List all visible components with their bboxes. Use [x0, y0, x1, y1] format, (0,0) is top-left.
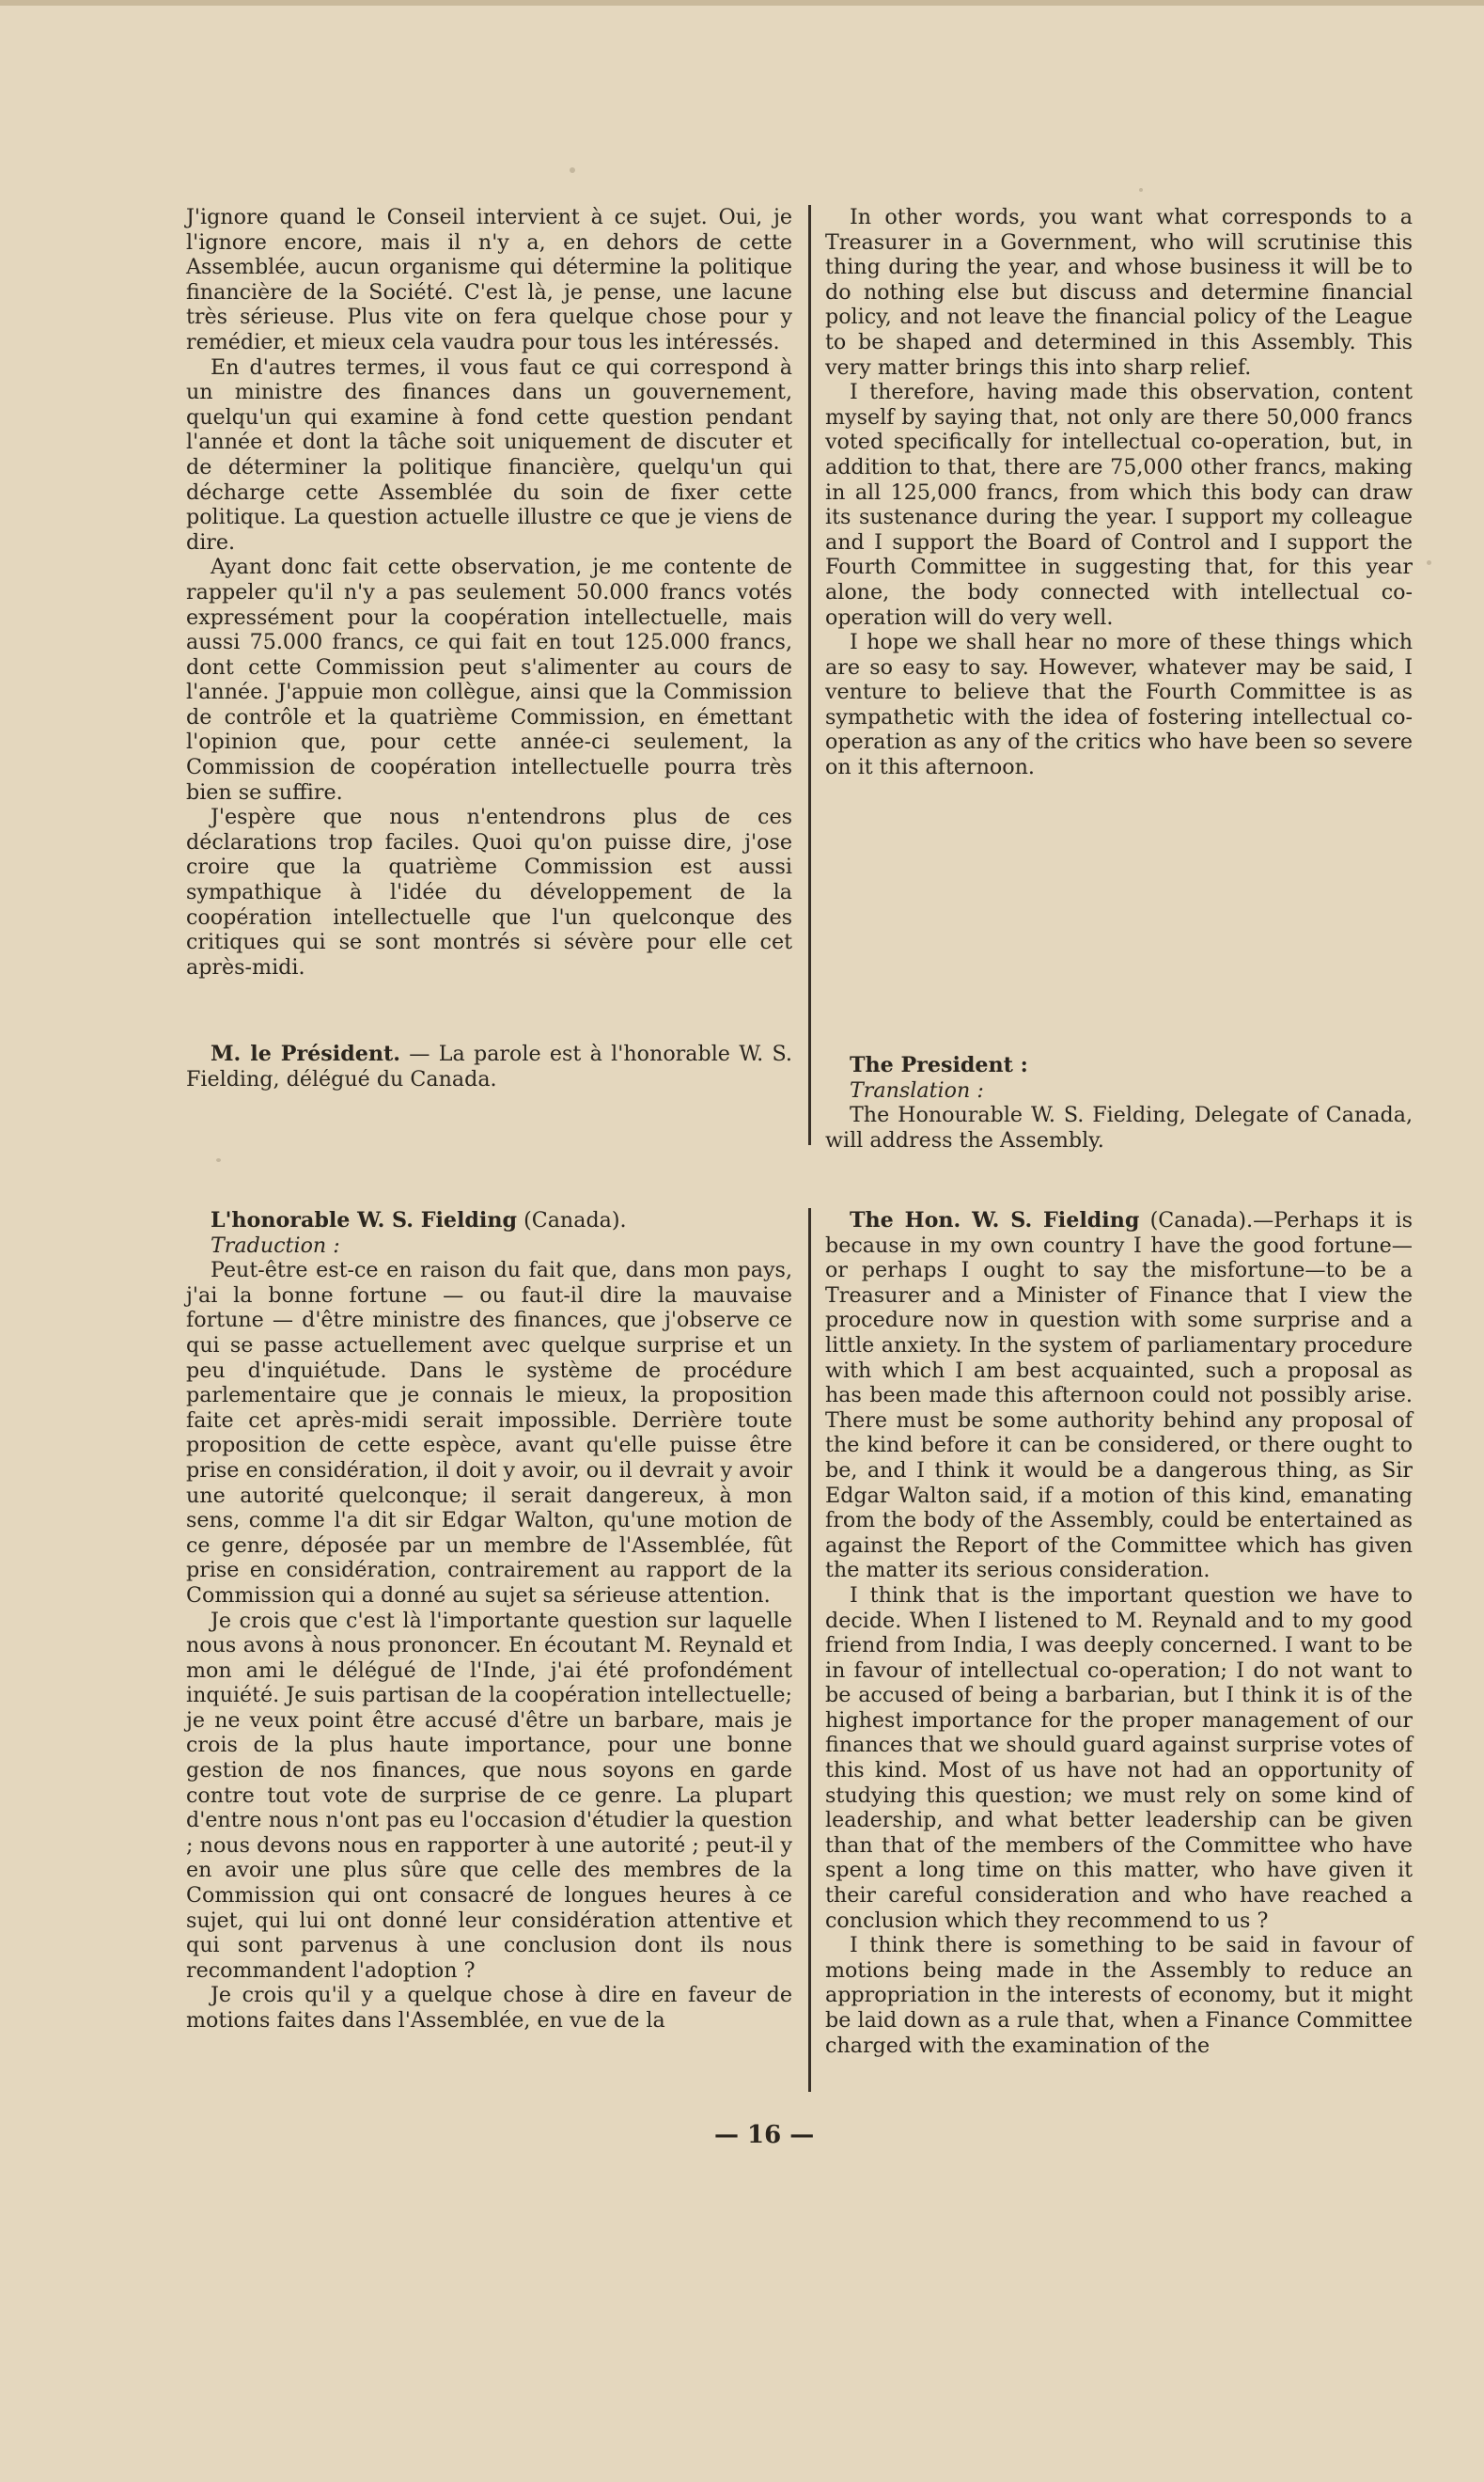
column-divider-bottom — [808, 1208, 811, 2092]
paragraph: I hope we shall hear no more of these things which are so easy to say. However, whatever may be said, I venture to believe that the Fourth Committee is as sympathetic with the idea of fostering intellectual co-operation as any of the critics who have been so severe on it this afternoon. — [825, 630, 1413, 780]
paragraph: Ayant donc fait cette observation, je me contente de rappeler qu'il n'y a pas seulement 50.000 francs votés expressément pour la coopération intellectuelle, mais aussi 75.000 francs, ce qui fait en tout 125.000 francs, dont cette Commission peut s'alimenter au cours de l'année. J'appuie mon collègue, ainsi que la Commission de contrôle et la quatrième Commission, en émettant l'opinion que, pour cette année-ci seulement, la Commission de coopération intellectuelle pourra très bien se suffire. — [186, 555, 792, 805]
president-statement — [186, 1042, 792, 1092]
paragraph: I think there is something to be said in favour of motions being made in the Assembly to reduce an appropriation in the interests of economy, but it might be laid down as a rule that, when a Finance Committee charged with the examination of the — [825, 1933, 1413, 2058]
english-section-1 — [825, 205, 1413, 780]
top-edge-rule — [0, 0, 1484, 6]
speaker-name: The Hon. W. S. Fielding — [850, 1208, 1140, 1233]
paragraph: In other words, you want what corresponds to a Treasurer in a Government, who will scrutinise this thing during the year, and whose business it will be to do nothing else but discuss and determine financial policy, and not leave the financial policy of the League to be shaped and determined in this Assembly. This very matter brings this into sharp relief. — [825, 205, 1413, 380]
paragraph: J'espère que nous n'entendrons plus de ces déclarations trop faciles. Quoi qu'on puisse dire, j'ose croire que la quatrième Commission est aussi sympathique à l'idée du développement de la coopération intellectuelle que l'un quelconque des critiques qui se sont montrés si sévère pour elle cet après-midi. — [186, 805, 792, 980]
paragraph: I therefore, having made this observation, content myself by saying that, not only are there 50,000 francs voted specifically for intellectual co-operation, but, in addition to that, there are 75,000 other francs, making in all 125,000 francs, from which this body can draw its sustenance during the year. I support my colleague and I support the Board of Control and I support the Fourth Committee in suggesting that, for this year alone, the body connected with intellectual co-operation will do very well. — [825, 380, 1413, 630]
paper-speck — [216, 1158, 221, 1162]
translation-label: Traduction : — [211, 1233, 340, 1258]
paragraph: Je crois qu'il y a quelque chose à dire en faveur de motions faites dans l'Assemblée, en vue de la — [186, 1983, 792, 2033]
speaker-country: (Canada). — [517, 1208, 627, 1233]
speaker-name: M. le Président. — [211, 1042, 400, 1066]
paragraph — [825, 1208, 1413, 1583]
paragraph: Peut-être est-ce en raison du fait que, dans mon pays, j'ai la bonne fortune — ou faut-il dire la mauvaise fortune — d'être ministre des finances, que j'observe ce qui se passe actuellement avec quelque surprise et un peu d'inquiétude. Dans le système de procédure parlementaire que je connais le mieux, la proposition faite cet après-midi serait impossible. Derrière toute proposition de cette espèce, avant qu'elle puisse être prise en considération, il doit y avoir, ou il devrait y avoir une autorité quelconque; il serait dangereux, à mon sens, comme l'a dit sir Edgar Walton, qu'une motion de ce genre, déposée par un membre de l'Assemblée, fût prise en considération, contrairement au rapport de la Commission qui a donné au sujet sa sérieuse attention. — [186, 1258, 792, 1608]
paragraph: Je crois que c'est là l'importante question sur laquelle nous avons à nous prononcer. En écoutant M. Reynald et mon ami le délégué de l'Inde, j'ai été profondément inquiété. Je suis partisan de la coopération intellectuelle; je ne veux point être accusé d'être un barbare, mais je crois de la plus haute importance, pour une bonne gestion de nos finances, que nous soyons en garde contre tout vote de surprise de ce genre. La plupart d'entre nous n'ont pas eu l'occasion d'étudier la question ; nous devons nous en rapporter à une autorité ; peut-il y en avoir une plus sûre que celle des membres de la Commission qui ont consacré de longues heures à ce sujet, qui lui ont donné leur considération attentive et qui sont parvenus à une conclusion dont ils nous recommandent l'adoption ? — [186, 1608, 792, 1983]
speaker-country: (Canada). — [1139, 1208, 1254, 1233]
paragraph: J'ignore quand le Conseil intervient à ce sujet. Oui, je l'ignore encore, mais il n'y a, en dehors de cette Assemblée, aucun organisme qui détermine la politique financière de la Société. C'est là, je pense, une lacune très sérieuse. Plus vite on fera quelque chose pour y remédier, et mieux cela vaudra pour tous les intéressés. — [186, 205, 792, 354]
speaker-heading — [186, 1208, 792, 1233]
english-section-3 — [825, 1208, 1413, 2058]
translation-label: Translation : — [850, 1077, 984, 1103]
speaker-name: L'honorable W. S. Fielding — [211, 1208, 518, 1233]
french-section-1 — [186, 205, 792, 980]
page-number: — 16 — — [714, 2121, 815, 2149]
paragraph: I think that is the important question we have to decide. When I listened to M. Reynald and to my good friend from India, I was deeply concerned. I want to be in favour of intellectual co-operation; I do not want to be accused of being a barbarian, but I think it is of the highest importance for the proper management of our finances that we should guard against surprise votes of this kind. Most of us have not had an opportunity of studying this question; we must rely on some kind of leadership, and what better leadership can be given than that of the members of the Committee who have spent a long time on this matter, who have given it their careful consideration and who have reached a conclusion which they recommend to us ? — [825, 1582, 1413, 1933]
english-section-2 — [825, 1053, 1413, 1153]
column-divider-top — [808, 205, 811, 1145]
speaker-name: The President : — [850, 1053, 1028, 1077]
paper-speck — [570, 167, 575, 173]
paper-speck — [1139, 188, 1143, 192]
statement-text: The Honourable W. S. Fielding, Delegate of Canada, will address the Assembly. — [825, 1103, 1413, 1153]
paper-speck — [1427, 560, 1431, 565]
paragraph: En d'autres termes, il vous faut ce qui correspond à un ministre des finances dans un gouvernement, quelqu'un qui examine à fond cette question pendant l'année et dont la tâche soit uniquement de discuter et de déterminer la politique financière, quelqu'un qui décharge cette Assemblée du soin de fixer cette politique. La question actuelle illustre ce que je viens de dire. — [186, 354, 792, 555]
statement-text: — La parole est à l'honorable W. S. Fielding, délégué du Canada. — [186, 1042, 792, 1092]
french-section-2 — [186, 1042, 792, 1092]
french-section-3 — [186, 1208, 792, 2034]
paragraph-text: —Perhaps it is because in my own country I have the good fortune—or perhaps I ought to say the misfortune—to be a Treasurer and a Minister of Finance that I view the procedure now in question with some surprise and a little anxiety. In the system of parliamentary procedure with which I am best acquainted, such a proposal as has been made this afternoon could not possibly arise. There must be some authority behind any proposal of the kind before it can be considered, or there ought to be, and I think it would be a dangerous thing, as Sir Edgar Walton said, if a motion of this kind, emanating from the body of the Assembly, could be entertained as against the Report of the Committee which has given the matter its serious consideration. — [825, 1208, 1413, 1583]
